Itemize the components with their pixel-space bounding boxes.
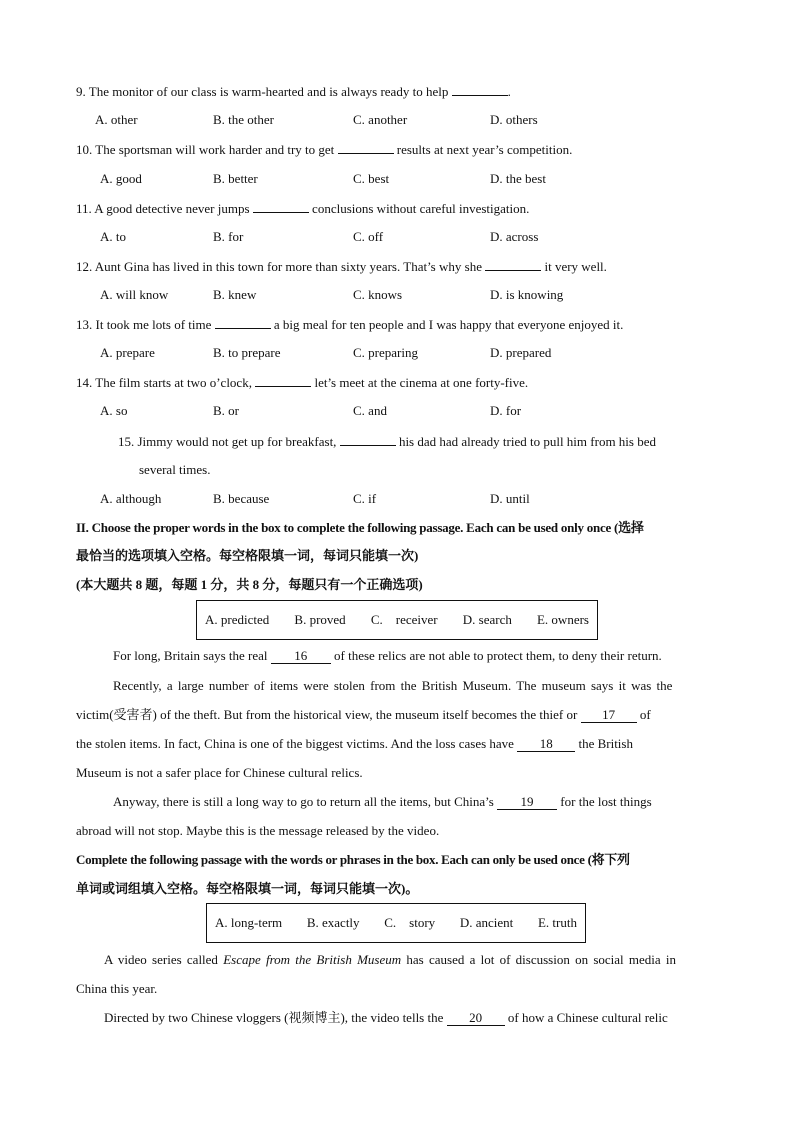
word-option: D. search <box>462 612 512 627</box>
section-3-heading-cn: 单词或词组填入空格。每空格限填一词，每词只能填一次)。 <box>76 881 419 896</box>
answer-blank-19[interactable]: 19 <box>497 795 557 810</box>
word-option-text: story <box>409 915 436 930</box>
option-c[interactable]: C. preparing <box>353 345 418 360</box>
passage-line: Recently, a large number of items were stolen from the British Museum. The museum says it was the <box>113 678 673 693</box>
option-c[interactable]: C. if <box>353 491 377 506</box>
answer-blank[interactable] <box>452 83 508 96</box>
passage-text: of <box>636 707 651 722</box>
word-option: A. long-term <box>215 915 283 930</box>
question-text: 9. The monitor of our class is warm-hearted and is always ready to help <box>76 84 452 99</box>
question-text: 14. The film starts at two o’clock, <box>76 375 256 390</box>
option-d[interactable]: D. for <box>490 403 522 418</box>
word-option <box>384 915 435 931</box>
option-b[interactable]: B. to prepare <box>213 345 281 360</box>
question-text: 10. The sportsman will work harder and try to get <box>76 142 338 157</box>
passage-text: A video series called <box>104 952 224 967</box>
answer-blank-18[interactable]: 18 <box>517 737 575 752</box>
passage-text: Directed by two Chinese vloggers (视频博主), the video tells the <box>104 1010 447 1025</box>
passage-line <box>104 952 676 968</box>
option-b[interactable]: B. because <box>213 491 270 506</box>
option-b[interactable]: B. for <box>213 229 244 244</box>
option-c[interactable]: C. and <box>353 403 387 418</box>
option-d[interactable]: D. the best <box>490 171 546 186</box>
option-a[interactable]: A. will know <box>100 287 169 302</box>
question-text: his dad had already tried to pull him from his bed <box>395 434 656 449</box>
option-a[interactable]: A. although <box>100 491 162 506</box>
word-option: B. exactly <box>306 915 360 930</box>
question-10-stem <box>76 141 572 158</box>
word-option-text: receiver <box>395 612 438 627</box>
option-d[interactable]: D. across <box>490 229 539 244</box>
question-text: a big meal for ten people and I was happy that everyone enjoyed it. <box>270 317 624 332</box>
word-box <box>196 600 598 640</box>
section-2-heading-cn: 最恰当的选项填入空格。每空格限填一词，每词只能填一次) <box>76 548 419 563</box>
answer-blank-17[interactable]: 17 <box>581 708 637 723</box>
passage-text: the British <box>575 736 633 751</box>
question-13-stem <box>76 316 623 333</box>
word-option-letter: C. <box>384 915 397 930</box>
option-a[interactable]: A. good <box>100 171 142 186</box>
word-box <box>206 903 586 943</box>
passage-line: China this year. <box>76 981 158 996</box>
option-b[interactable]: B. the other <box>213 112 275 127</box>
option-b[interactable]: B. knew <box>213 287 257 302</box>
word-option: A. predicted <box>205 612 270 627</box>
word-option <box>371 612 438 628</box>
option-b[interactable]: B. or <box>213 403 239 418</box>
answer-blank[interactable] <box>340 433 396 446</box>
option-c[interactable]: C. best <box>353 171 390 186</box>
word-option: B. proved <box>294 612 346 627</box>
word-option: D. ancient <box>459 915 514 930</box>
word-option-letter: C. <box>370 612 383 627</box>
option-d[interactable]: D. is knowing <box>490 287 564 302</box>
passage-text: for the lost things <box>557 794 652 809</box>
passage-line: abroad will not stop. Maybe this is the message released by the video. <box>76 823 440 838</box>
question-text: 13. It took me lots of time <box>76 317 215 332</box>
question-11-stem <box>76 200 529 217</box>
section-2-scoring: (本大题共 8 题，每题 1 分，共 8 分，每题只有一个正确选项) <box>76 577 423 592</box>
video-title: Escape from the British Museum <box>223 952 402 967</box>
question-14-stem <box>76 374 528 391</box>
option-d[interactable]: D. prepared <box>490 345 552 360</box>
passage-line <box>113 648 662 664</box>
passage-line: Museum is not a safer place for Chinese cultural relics. <box>76 765 363 780</box>
section-3-heading: Complete the following passage with the words or phrases in the box. Each can only be used once (将下列 <box>76 852 630 867</box>
answer-blank-16[interactable]: 16 <box>271 649 331 664</box>
option-a[interactable]: A. other <box>95 112 138 127</box>
passage-text: of how a Chinese cultural relic <box>504 1010 668 1025</box>
answer-blank[interactable] <box>253 200 309 213</box>
answer-blank[interactable] <box>255 374 311 387</box>
passage-text: has caused a lot of discussion on social media in <box>401 952 677 967</box>
passage-text: of these relics are not able to protect them, to deny their return. <box>330 648 662 663</box>
word-option: E. truth <box>537 915 577 930</box>
answer-blank[interactable] <box>215 316 271 329</box>
passage-text: Anyway, there is still a long way to go to return all the items, but China’s <box>113 794 498 809</box>
section-2-heading: II. Choose the proper words in the box to complete the following passage. Each can be used only once (选择 <box>76 520 644 535</box>
passage-line <box>76 707 651 723</box>
option-c[interactable]: C. off <box>353 229 384 244</box>
option-d[interactable]: D. others <box>490 112 538 127</box>
question-text: results at next year’s competition. <box>393 142 573 157</box>
question-text: let’s meet at the cinema at one forty-five. <box>311 375 529 390</box>
option-c[interactable]: C. knows <box>353 287 403 302</box>
question-text: . <box>507 84 511 99</box>
question-text: conclusions without careful investigation. <box>308 201 530 216</box>
question-text: 15. Jimmy would not get up for breakfast, <box>118 434 340 449</box>
passage-line <box>104 1010 668 1026</box>
question-9-stem <box>76 83 511 100</box>
question-text: 12. Aunt Gina has lived in this town for more than sixty years. That’s why she <box>76 259 486 274</box>
answer-blank-20[interactable]: 20 <box>447 1011 505 1026</box>
passage-text: the stolen items. In fact, China is one of the biggest victims. And the loss cases have <box>76 736 518 751</box>
option-a[interactable]: A. to <box>100 229 126 244</box>
question-15-continuation: several times. <box>139 462 211 477</box>
answer-blank[interactable] <box>485 258 541 271</box>
question-15-stem <box>118 433 656 450</box>
passage-line <box>113 794 652 810</box>
question-12-stem <box>76 258 607 275</box>
option-c[interactable]: C. another <box>353 112 408 127</box>
option-d[interactable]: D. until <box>490 491 530 506</box>
passage-text: For long, Britain says the real <box>113 648 271 663</box>
question-text: it very well. <box>541 259 607 274</box>
option-a[interactable]: A. so <box>100 403 128 418</box>
option-b[interactable]: B. better <box>213 171 258 186</box>
passage-line <box>76 736 633 752</box>
word-option: E. owners <box>536 612 589 627</box>
question-text: 11. A good detective never jumps <box>76 201 253 216</box>
answer-blank[interactable] <box>338 141 394 154</box>
passage-text: victim(受害者) of the theft. But from the historical view, the museum itself becomes the thief or <box>76 707 581 722</box>
option-a[interactable]: A. prepare <box>100 345 155 360</box>
